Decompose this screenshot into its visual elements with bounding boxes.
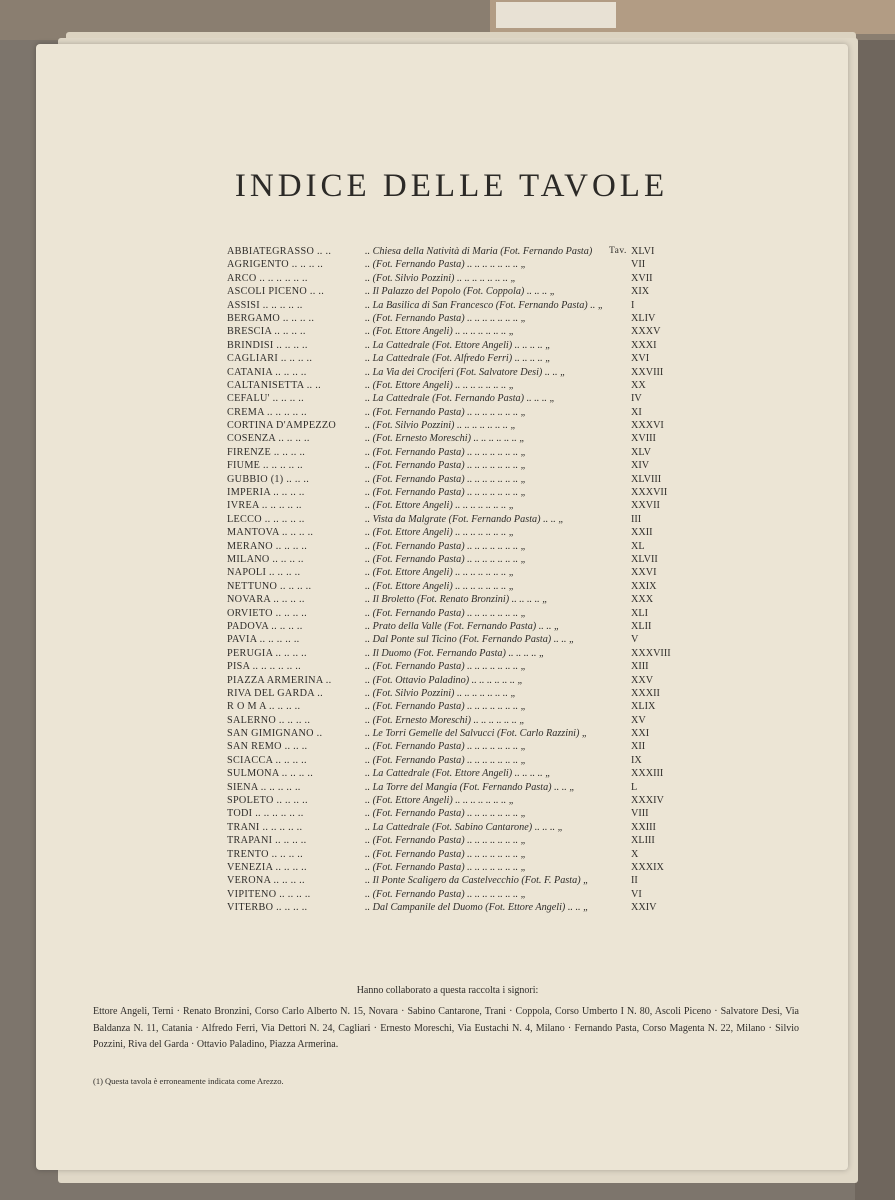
index-city: VIPITENO .. .. .. .. (227, 888, 311, 900)
index-row (227, 807, 687, 820)
index-city: ORVIETO .. .. .. .. (227, 607, 307, 619)
index-description: .. (Fot. Ettore Angeli) .. .. .. .. .. .. .. „ (365, 795, 515, 807)
index-plate-number: XLV (631, 446, 652, 458)
index-city: ASSISI .. .. .. .. .. (227, 299, 303, 311)
index-plate-number: I (631, 299, 635, 311)
index-city: VENEZIA .. .. .. .. (227, 861, 307, 873)
index-plate-number: IV (631, 393, 642, 405)
index-plate-number: XXXIV (631, 795, 664, 807)
index-city: SPOLETO .. .. .. .. (227, 795, 308, 807)
index-description: .. (Fot. Ettore Angeli) .. .. .. .. .. .. .. „ (365, 527, 515, 539)
index-row (227, 781, 687, 794)
index-description: .. La Cattedrale (Fot. Alfredo Ferri) .. .. .. .. „ (365, 353, 551, 365)
index-plate-number: XIV (631, 460, 650, 472)
index-row (227, 406, 687, 419)
index-city: RIVA DEL GARDA .. (227, 687, 323, 699)
index-row (227, 740, 687, 753)
index-row (227, 874, 687, 887)
index-row (227, 633, 687, 646)
index-plate-number: XIX (631, 286, 650, 298)
background-side (855, 40, 895, 1200)
index-plate-number: XXIX (631, 580, 657, 592)
index-row (227, 432, 687, 445)
index-plate-number: XXXIX (631, 861, 664, 873)
index-row (227, 727, 687, 740)
index-description: .. (Fot. Fernando Pasta) .. .. .. .. .. .. .. „ (365, 754, 527, 766)
index-row (227, 459, 687, 472)
index-description: .. (Fot. Fernando Pasta) .. .. .. .. .. .. .. „ (365, 259, 527, 271)
index-row (227, 526, 687, 539)
index-city: BERGAMO .. .. .. .. (227, 312, 315, 324)
index-row (227, 486, 687, 499)
index-description: .. La Torre del Mangia (Fot. Fernando Pasta) .. .. „ (365, 781, 576, 793)
index-description: .. Le Torri Gemelle del Salvucci (Fot. Carlo Razzini) „ (365, 728, 588, 740)
index-city: VITERBO .. .. .. .. (227, 902, 308, 914)
index-description: .. (Fot. Ottavio Paladino) .. .. .. .. .. .. „ (365, 674, 524, 686)
index-description: .. (Fot. Silvio Pozzini) .. .. .. .. .. .. .. „ (365, 687, 517, 699)
index-plate-number: XXIV (631, 902, 657, 914)
index-row (227, 540, 687, 553)
index-row (227, 700, 687, 713)
index-plate-number: L (631, 781, 638, 793)
index-plate-number: XLIV (631, 312, 656, 324)
index-description: .. Dal Ponte sul Ticino (Fot. Fernando Pasta) .. .. „ (365, 634, 575, 646)
index-row (227, 580, 687, 593)
index-description: .. (Fot. Fernando Pasta) .. .. .. .. .. .. .. „ (365, 487, 527, 499)
index-row (227, 392, 687, 405)
index-description: .. (Fot. Fernando Pasta) .. .. .. .. .. .. .. „ (365, 406, 527, 418)
index-city: PERUGIA .. .. .. .. (227, 647, 307, 659)
footnote: (1) Questa tavola è erroneamente indicata come Arezzo. (93, 1076, 284, 1086)
index-row (227, 687, 687, 700)
index-city: CEFALU' .. .. .. .. (227, 393, 304, 405)
index-row (227, 821, 687, 834)
index-city: NAPOLI .. .. .. .. (227, 567, 301, 579)
index-description: .. (Fot. Ettore Angeli) .. .. .. .. .. .. .. „ (365, 580, 515, 592)
index-city: FIRENZE .. .. .. .. (227, 446, 306, 458)
index-description: .. (Fot. Fernando Pasta) .. .. .. .. .. .. .. „ (365, 808, 527, 820)
index-city: MERANO .. .. .. .. (227, 540, 308, 552)
index-plate-number: XLIX (631, 701, 656, 713)
index-description: .. Prato della Valle (Fot. Fernando Pasta) .. .. „ (365, 620, 560, 632)
credits-heading: Hanno collaborato a questa raccolta i signori: (356, 985, 539, 996)
index-city: NETTUNO .. .. .. .. (227, 580, 312, 592)
index-city: VERONA .. .. .. .. (227, 875, 305, 887)
index-plate-number: XLVII (631, 553, 658, 565)
credits-text: Ettore Angeli, Terni · Renato Bronzini, Corso Carlo Alberto N. 15, Novara · Sabino Cantarone, Trani · Coppola, Corso Umberto I N. 80, Ascoli Piceno · Salvatore Desi, Via Baldanza N. 11, Catania · Alfredo Ferri, Via Dettori N. 24, Cagliari · Ernesto Moreschi, Via Eustachi N. 4, Milano · Fernando Pasta, Corso Magenta N. 22, Milano · Silvio Pozzini, Riva del Garda · Ottavio Paladino, Piazza Armerina. (93, 1006, 799, 1050)
index-plate-number: XLVIII (631, 473, 662, 485)
index-row (227, 272, 687, 285)
index-city: PAVIA .. .. .. .. .. (227, 634, 300, 646)
index-row (227, 419, 687, 432)
index-city: NOVARA .. .. .. .. (227, 594, 305, 606)
index-plate-number: XXXVI (631, 420, 664, 432)
index-city: ABBIATEGRASSO .. .. (227, 246, 332, 257)
index-description: .. (Fot. Fernando Pasta) .. .. .. .. .. .. .. „ (365, 446, 527, 458)
index-city: PIAZZA ARMERINA .. (227, 674, 332, 686)
index-description: .. (Fot. Silvio Pozzini) .. .. .. .. .. .. .. „ (365, 272, 517, 284)
index-row (227, 379, 687, 392)
index-city: SCIACCA .. .. .. .. (227, 754, 307, 766)
index-description: .. (Fot. Ettore Angeli) .. .. .. .. .. .. .. „ (365, 379, 515, 391)
plates-index (227, 245, 687, 915)
index-description: .. Vista da Malgrate (Fot. Fernando Pasta) .. .. „ (365, 513, 565, 525)
index-description: .. (Fot. Ettore Angeli) .. .. .. .. .. .. .. „ (365, 500, 515, 512)
index-city: FIUME .. .. .. .. .. (227, 460, 303, 472)
index-description: .. Il Duomo (Fot. Fernando Pasta) .. .. .. .. „ (365, 647, 545, 659)
index-city: R O M A .. .. .. .. (227, 701, 301, 713)
index-plate-number: XVI (631, 353, 650, 365)
index-city: MANTOVA .. .. .. .. (227, 527, 314, 539)
index-plate-number: VIII (631, 808, 649, 820)
index-plate-number: XII (631, 741, 646, 753)
index-city: TRAPANI .. .. .. .. (227, 835, 307, 847)
index-description: .. Il Ponte Scaligero da Castelvecchio (Fot. F. Pasta) „ (365, 875, 589, 887)
index-plate-number: XVII (631, 272, 653, 284)
index-row (227, 674, 687, 687)
index-city: TRANI .. .. .. .. .. (227, 821, 303, 833)
index-row (227, 325, 687, 338)
index-plate-number: XXVIII (631, 366, 664, 378)
index-description: .. (Fot. Fernando Pasta) .. .. .. .. .. .. .. „ (365, 835, 527, 847)
index-city: CREMA .. .. .. .. .. (227, 406, 307, 418)
index-row (227, 861, 687, 874)
index-city: LECCO .. .. .. .. .. (227, 513, 305, 525)
index-plate-number: XXV (631, 674, 654, 686)
index-row (227, 553, 687, 566)
index-city: TODI .. .. .. .. .. .. (227, 808, 304, 820)
index-city: SAN GIMIGNANO .. (227, 728, 323, 740)
index-description: .. La Cattedrale (Fot. Ettore Angeli) .. .. .. .. „ (365, 768, 551, 780)
index-description: .. Chiesa della Natività di Maria (Fot. Fernando Pasta) (365, 246, 593, 257)
index-plate-number: XV (631, 714, 646, 726)
index-description: .. (Fot. Ernesto Moreschi) .. .. .. .. .. .. „ (365, 714, 526, 726)
index-plate-number: XLI (631, 607, 648, 619)
index-row (227, 513, 687, 526)
index-description: .. (Fot. Ernesto Moreschi) .. .. .. .. .. .. „ (365, 433, 526, 445)
index-city: SAN REMO .. .. .. (227, 741, 308, 753)
index-plate-number: XXXIII (631, 768, 664, 780)
page-title: INDICE DELLE TAVOLE (234, 168, 669, 204)
index-city: IVREA .. .. .. .. .. (227, 500, 302, 512)
index-plate-number: II (631, 875, 638, 887)
index-description: .. (Fot. Ettore Angeli) .. .. .. .. .. .. .. „ (365, 567, 515, 579)
index-city: ASCOLI PICENO .. .. (227, 286, 325, 298)
index-city: PISA .. .. .. .. .. .. (227, 661, 301, 673)
index-plate-number: XXX (631, 594, 654, 606)
index-description: .. (Fot. Fernando Pasta) .. .. .. .. .. .. .. „ (365, 888, 527, 900)
index-plate-number: XI (631, 406, 642, 418)
index-plate-number: III (631, 513, 642, 525)
index-plate-number: XLII (631, 620, 652, 632)
index-plate-number: XXXII (631, 687, 660, 699)
index-description: .. (Fot. Fernando Pasta) .. .. .. .. .. .. .. „ (365, 701, 527, 713)
index-city: IMPERIA .. .. .. .. (227, 487, 305, 499)
tav-prefix: Tav. (609, 246, 627, 256)
index-plate-number: XLVI (631, 246, 655, 257)
index-row (227, 834, 687, 847)
index-row (227, 299, 687, 312)
index-plate-number: VI (631, 888, 642, 900)
index-plate-number: XXXVII (631, 487, 668, 499)
index-description: .. (Fot. Fernando Pasta) .. .. .. .. .. .. .. „ (365, 741, 527, 753)
index-city: SALERNO .. .. .. .. (227, 714, 311, 726)
index-description: .. La Cattedrale (Fot. Sabino Cantarone) .. .. .. „ (365, 821, 564, 833)
index-city: CORTINA D'AMPEZZO (227, 420, 337, 432)
index-plate-number: XLIII (631, 835, 655, 847)
index-description: .. Il Broletto (Fot. Renato Bronzini) .. .. .. .. „ (365, 594, 548, 606)
index-row (227, 647, 687, 660)
index-city: SULMONA .. .. .. .. (227, 768, 314, 780)
index-row (227, 754, 687, 767)
index-description: .. (Fot. Ettore Angeli) .. .. .. .. .. .. .. „ (365, 326, 515, 338)
index-plate-number: XXVI (631, 567, 657, 579)
index-city: TRENTO .. .. .. .. (227, 848, 303, 860)
index-row (227, 620, 687, 633)
index-description: .. (Fot. Fernando Pasta) .. .. .. .. .. .. .. „ (365, 661, 527, 673)
index-plate-number: XXXVIII (631, 647, 671, 659)
index-city: GUBBIO (1) .. .. .. (227, 473, 310, 485)
index-row (227, 660, 687, 673)
index-plate-number: XXXI (631, 339, 657, 351)
index-description: .. La Basilica di San Francesco (Fot. Fernando Pasta) .. „ (365, 299, 604, 311)
index-city: MILANO .. .. .. .. (227, 553, 304, 565)
index-row (227, 593, 687, 606)
index-city: CAGLIARI .. .. .. .. (227, 353, 313, 365)
index-row (227, 607, 687, 620)
index-plate-number: X (631, 848, 639, 860)
index-plate-number: XXII (631, 527, 653, 539)
index-plate-number: XXXV (631, 326, 661, 338)
index-city: PADOVA .. .. .. .. (227, 620, 303, 632)
index-city: COSENZA .. .. .. .. (227, 433, 310, 445)
index-row (227, 794, 687, 807)
index-row (227, 446, 687, 459)
index-description: .. (Fot. Fernando Pasta) .. .. .. .. .. .. .. „ (365, 540, 527, 552)
index-plate-number: XX (631, 379, 646, 391)
index-description: .. La Cattedrale (Fot. Fernando Pasta) .. .. .. „ (365, 393, 556, 405)
index-plate-number: XIII (631, 661, 649, 673)
index-city: SIENA .. .. .. .. .. (227, 781, 301, 793)
index-plate-number: XXVII (631, 500, 660, 512)
index-row (227, 245, 687, 258)
index-row (227, 848, 687, 861)
index-plate-number: VII (631, 259, 646, 271)
index-description: .. Dal Campanile del Duomo (Fot. Ettore Angeli) .. .. „ (365, 902, 589, 914)
index-description: .. (Fot. Fernando Pasta) .. .. .. .. .. .. .. „ (365, 460, 527, 472)
index-plate-number: XXIII (631, 821, 656, 833)
index-row (227, 901, 687, 914)
index-row (227, 258, 687, 271)
index-row (227, 352, 687, 365)
index-row (227, 366, 687, 379)
index-plate-number: XL (631, 540, 645, 552)
index-plate-number: XXI (631, 728, 650, 740)
index-city: CALTANISETTA .. .. (227, 379, 321, 391)
index-plate-number: V (631, 634, 639, 646)
index-city: BRINDISI .. .. .. .. (227, 339, 308, 351)
index-description: .. (Fot. Fernando Pasta) .. .. .. .. .. .. .. „ (365, 848, 527, 860)
index-city: CATANIA .. .. .. .. (227, 366, 307, 378)
index-row (227, 473, 687, 486)
index-description: .. (Fot. Fernando Pasta) .. .. .. .. .. .. .. „ (365, 553, 527, 565)
index-description: .. (Fot. Fernando Pasta) .. .. .. .. .. .. .. „ (365, 607, 527, 619)
index-description: .. La Via dei Crociferi (Fot. Salvatore Desi) .. .. „ (365, 366, 566, 378)
index-row (227, 767, 687, 780)
index-description: .. (Fot. Fernando Pasta) .. .. .. .. .. .. .. „ (365, 473, 527, 485)
index-city: BRESCIA .. .. .. .. (227, 326, 306, 338)
index-row (227, 285, 687, 298)
index-row (227, 312, 687, 325)
index-row (227, 499, 687, 512)
index-description: .. (Fot. Silvio Pozzini) .. .. .. .. .. .. .. „ (365, 420, 517, 432)
index-description: .. La Cattedrale (Fot. Ettore Angeli) .. .. .. .. „ (365, 339, 551, 351)
index-row (227, 566, 687, 579)
index-description: .. (Fot. Fernando Pasta) .. .. .. .. .. .. .. „ (365, 861, 527, 873)
index-row (227, 339, 687, 352)
index-description: .. Il Palazzo del Popolo (Fot. Coppola) .. .. .. „ (365, 286, 556, 298)
index-row (227, 714, 687, 727)
index-city: ARCO .. .. .. .. .. .. (227, 272, 308, 284)
index-description: .. (Fot. Fernando Pasta) .. .. .. .. .. .. .. „ (365, 312, 527, 324)
index-city: AGRIGENTO .. .. .. .. (227, 259, 324, 271)
index-plate-number: IX (631, 754, 642, 766)
index-plate-number: XVIII (631, 433, 656, 445)
paper-scrap (496, 2, 616, 28)
index-row (227, 888, 687, 901)
